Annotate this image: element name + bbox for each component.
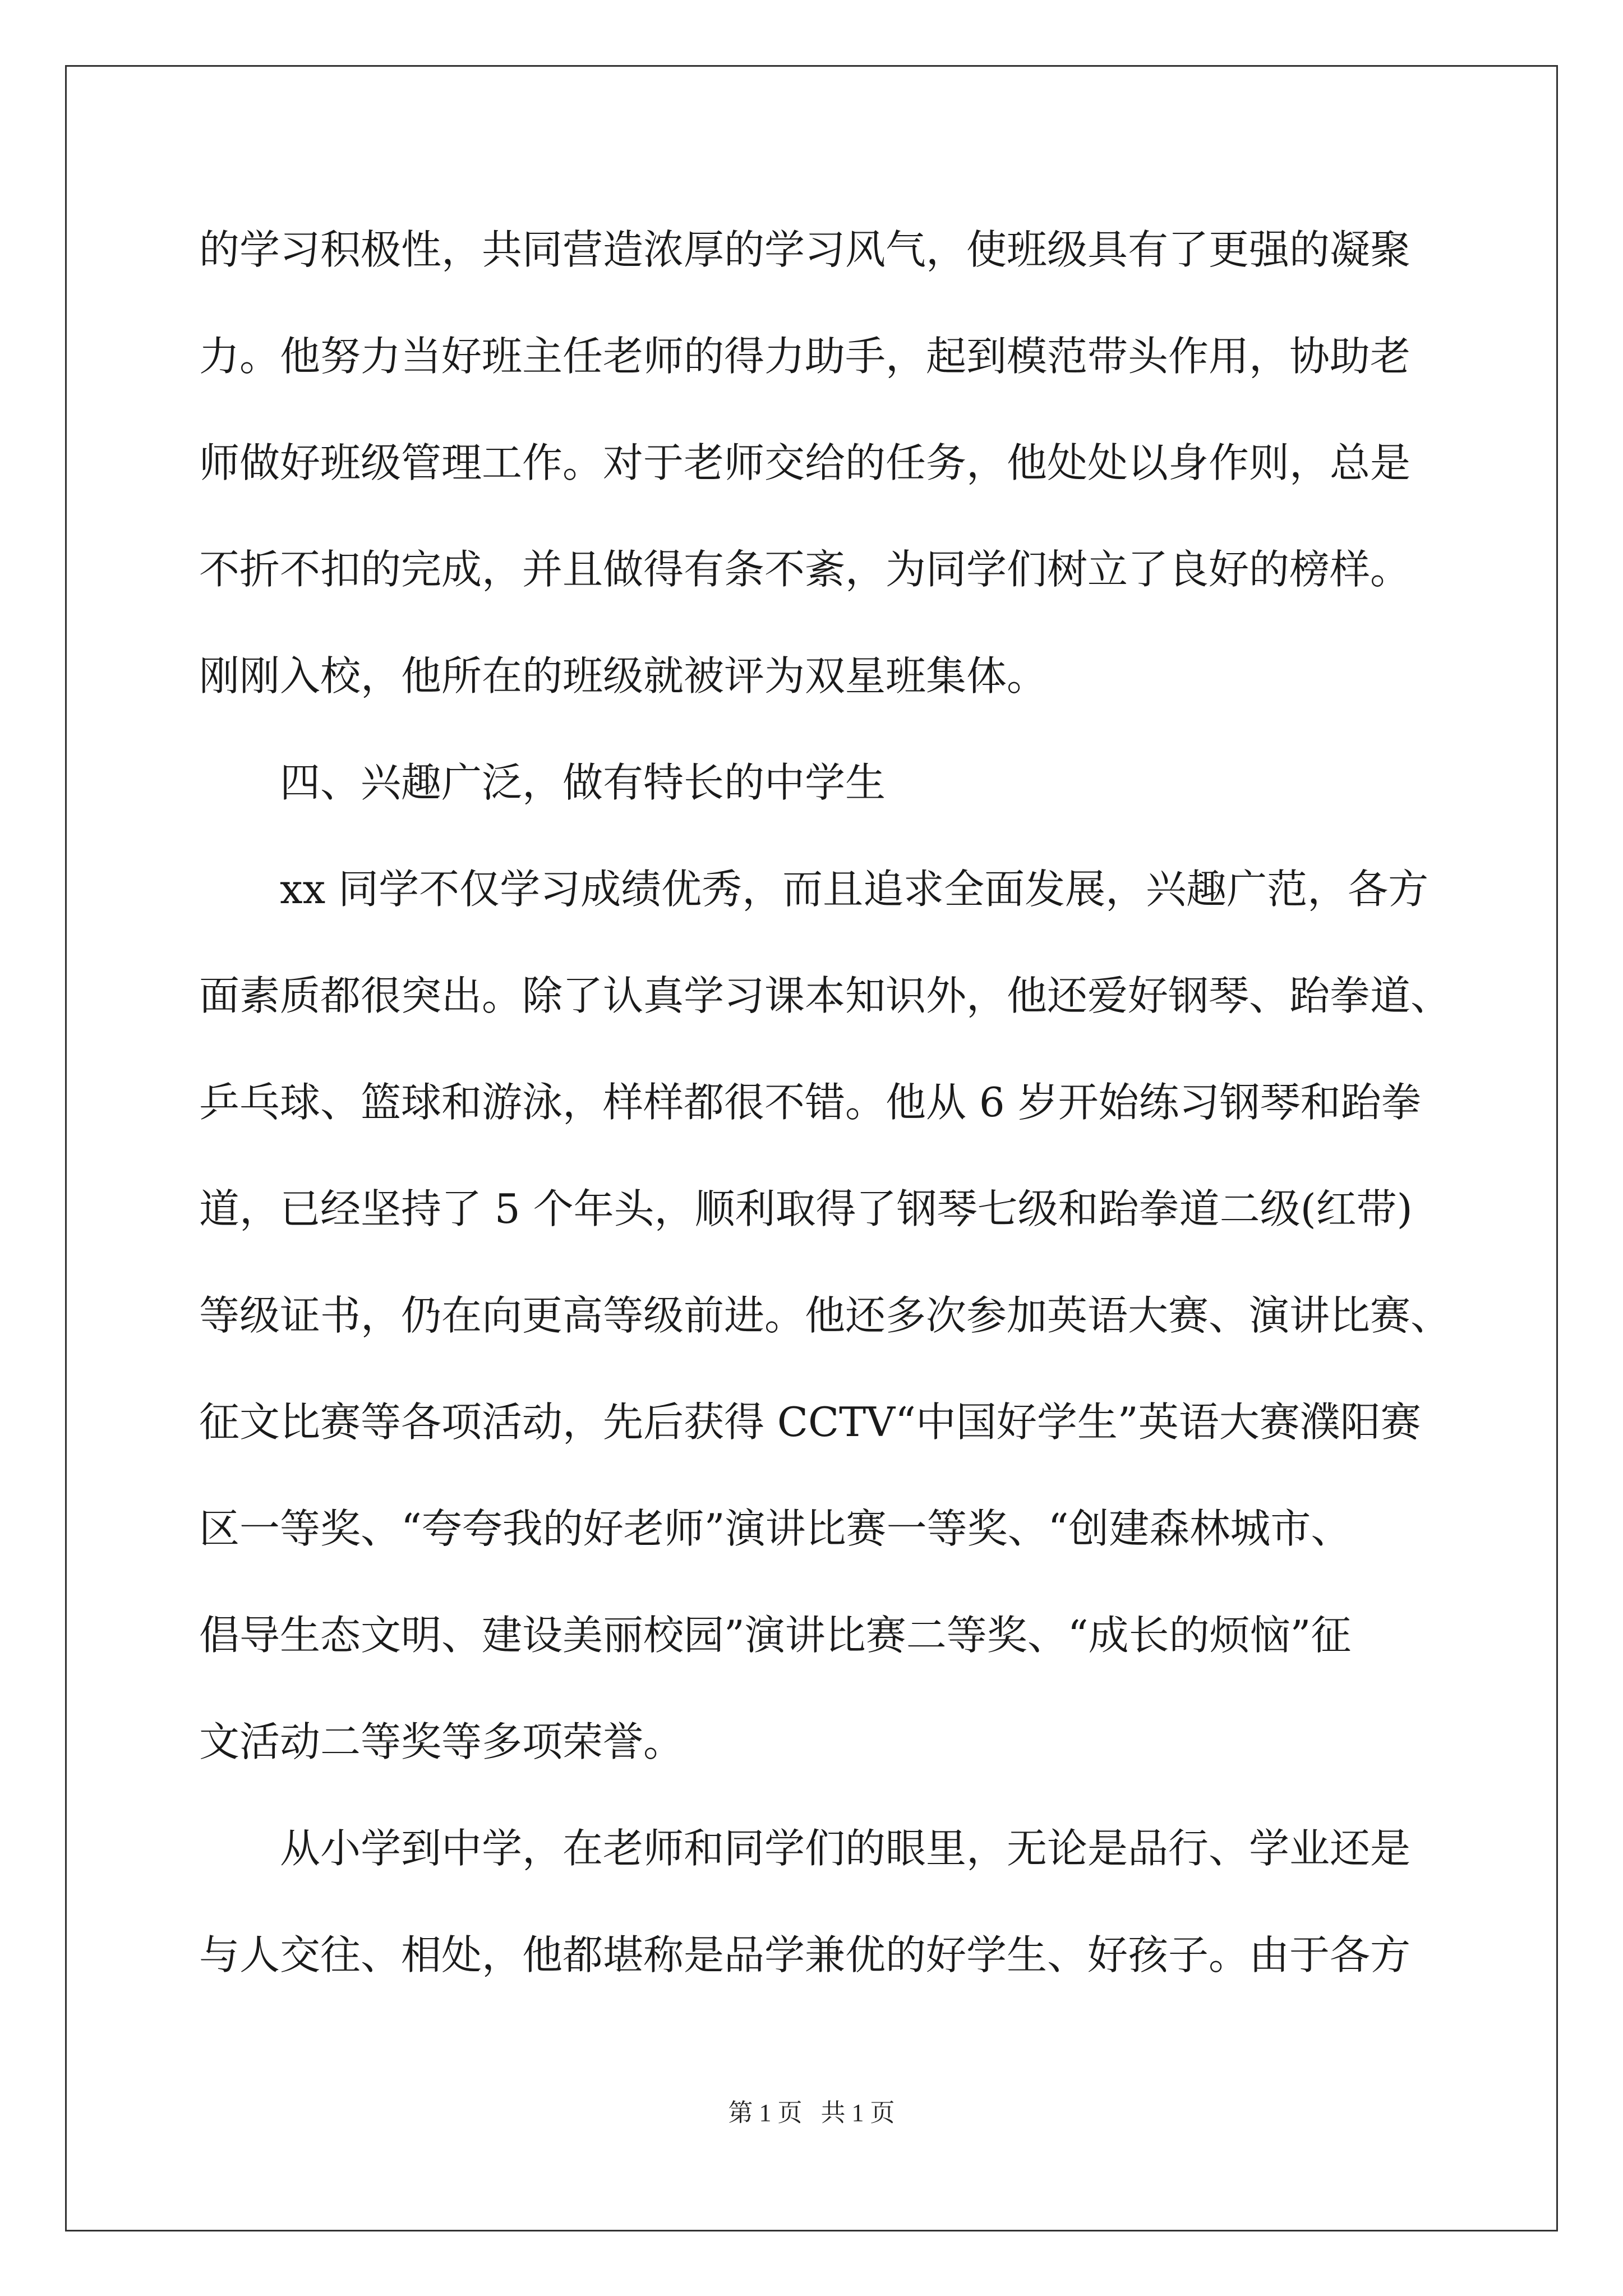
text-line: 道，已经坚持了 5 个年头，顺利取得了钢琴七级和跆拳道二级(红带) <box>199 1185 1413 1232</box>
text-line: 的学习积极性，共同营造浓厚的学习风气，使班级具有了更强的凝聚 <box>199 226 1411 273</box>
document-body <box>199 216 1450 2028</box>
page-total: 共 1 页 <box>820 2099 895 2127</box>
text-line: 等级证书，仍在向更高等级前进。他还多次参加英语大赛、演讲比赛、 <box>199 1292 1451 1339</box>
page-number: 第 1 页 <box>728 2099 803 2127</box>
text-line: xx 同学不仅学习成绩优秀，而且追求全面发展，兴趣广范，各方 <box>280 866 1429 913</box>
page-footer <box>0 2092 1623 2128</box>
text-line: 乒乓球、篮球和游泳，样样都很不错。他从 6 岁开始练习钢琴和跆拳 <box>199 1079 1422 1126</box>
text-line: 力。他努力当好班主任老师的得力助手，起到模范带头作用，协助老 <box>199 333 1411 380</box>
text-line: 区一等奖、“夸夸我的好老师”演讲比赛一等奖、“创建森林城市、 <box>199 1505 1352 1552</box>
text-line: 征文比赛等各项活动，先后获得 CCTV“中国好学生”英语大赛濮阳赛 <box>199 1398 1421 1446</box>
text-line: 师做好班级管理工作。对于老师交给的任务，他处处以身作则，总是 <box>199 439 1411 486</box>
text-line: 文活动二等奖等多项荣誉。 <box>199 1718 684 1765</box>
text-line: 与人交往、相处，他都堪称是品学兼优的好学生、好孩子。由于各方 <box>199 1931 1411 1978</box>
text-line: 面素质都很突出。除了认真学习课本知识外，他还爱好钢琴、跆拳道、 <box>199 972 1451 1019</box>
text-line: 从小学到中学，在老师和同学们的眼里，无论是品行、学业还是 <box>280 1825 1411 1872</box>
text-line: 四、兴趣广泛，做有特长的中学生 <box>280 759 886 806</box>
text-line: 倡导生态文明、建设美丽校园”演讲比赛二等奖、“成长的烦恼”征 <box>199 1612 1352 1659</box>
text-line: 不折不扣的完成，并且做得有条不紊，为同学们树立了良好的榜样。 <box>199 546 1411 593</box>
text-line: 刚刚入校，他所在的班级就被评为双星班集体。 <box>199 652 1048 700</box>
